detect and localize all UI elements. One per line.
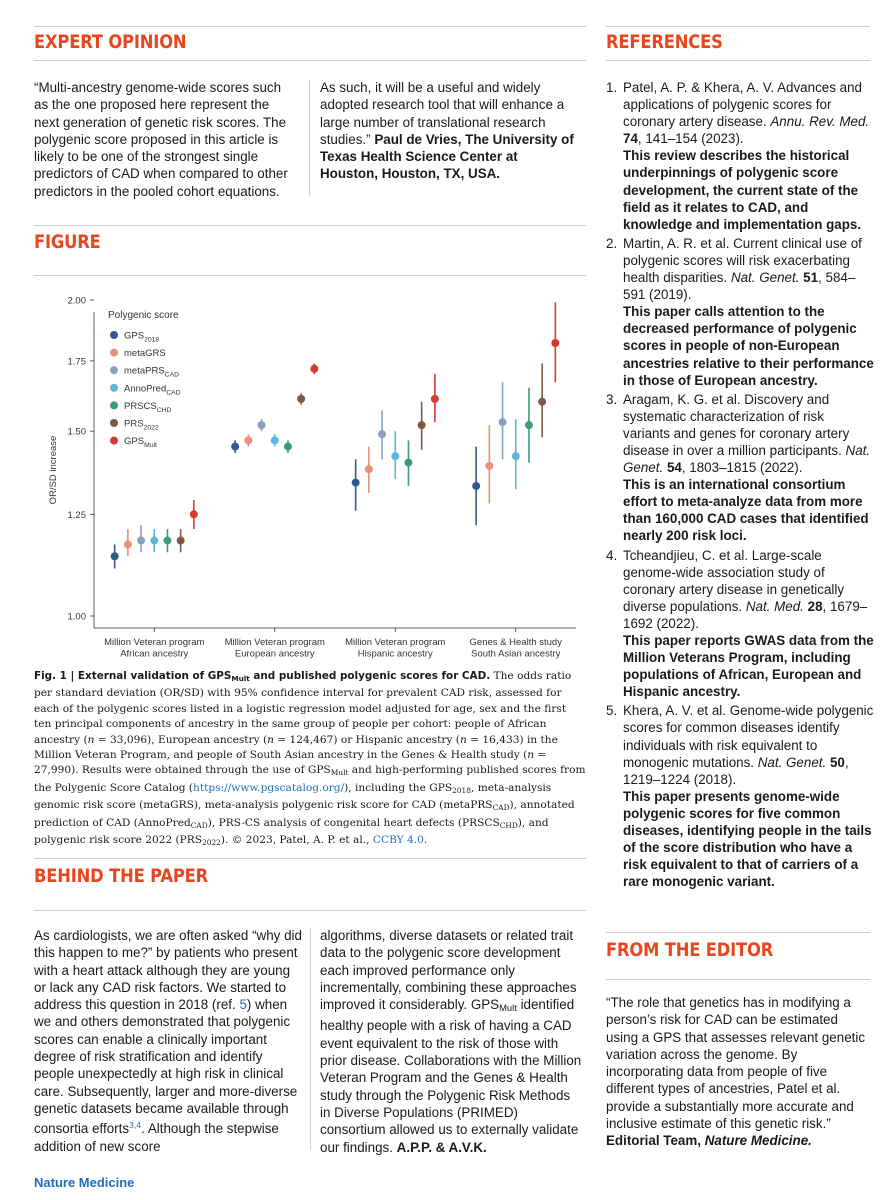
figure-rule (34, 275, 586, 276)
y-tick-label: 1.75 (67, 356, 86, 368)
top-rule (34, 26, 586, 27)
reference-item: 5. Khera, A. V. et al. Genome-wide polygenic scores for common diseases identify individuals with risk equivalent to monogenic mutations. Nat. Genet. 50, 1219–1224 (2018). This paper presents genome-wide polygenic scores for five common diseases, identifying people in the tails of the score distribution who have a risk equivalent to that of carriers of a rare monogenic variant. (606, 703, 874, 890)
x-tick-label: Hispanic ancestry (357, 648, 433, 660)
reference-item: 2. Martin, A. R. et al. Current clinical use of polygenic scores will risk exacerbating health disparities. Nat. Genet. 51, 584–591 (2019). This paper calls attention to the decreased performance of polygenic scores in people of non-European ancestries relative to their performance in those of European ancestry. (606, 235, 874, 388)
ref-3-4-link[interactable]: 3,4 (129, 1120, 142, 1131)
reference-number: 1. (606, 80, 618, 95)
legend-label: metaPRS$_{CAD}$ (124, 365, 180, 379)
data-point (418, 421, 426, 429)
legend-swatch (110, 349, 118, 357)
behind-top-rule (34, 858, 586, 859)
data-point (472, 482, 480, 490)
data-point (190, 510, 198, 518)
data-point (352, 479, 360, 487)
data-point (485, 462, 493, 470)
figure-caption: Fig. 1 | External validation of $GPS_{Mult}$ and published polygenic scores for CAD. The odds ratio per standard deviation (OR/SD) with 95% confidence interval for prevalent CAD risk, assessed for each of the polygenic scores listed in a logistic regression model adjusted for age, sex and the first ten principal components of ancestry in the same group of people per cohort: people of African ancestry (n = 33,096), European ancestry (n = 124,467) or Hispanic ancestry (n = 16,433) in the Million Veteran Program, and people of South Asian ancestry in the Genes & Health study (n = 27,990). Results were obtained through the use of $GPS_{Mult}$ and high-performing published scores from the Polygenic Score Catalog (https://www.pgscatalog.org/), including the $GPS_{2018}$, meta-analysis genomic risk score (metaGRS), meta-analysis polygenic risk score for CAD (metaPRS$_{CAD}$), annotated prediction of CAD (AnnoPred$_{CAD}$), PRS-CS analysis of congenital heart defects $(PRSCS_{CHD})$, and polygenic risk score 2022 $(PRS_{2022})$. © 2023, Patel, A. P. et al., CCBY 4.0. (34, 670, 586, 848)
expert-col-divider (309, 80, 310, 196)
data-point (163, 537, 171, 545)
editor-rule (606, 979, 870, 980)
data-point (365, 465, 373, 473)
data-point (431, 395, 439, 403)
legend-swatch (110, 366, 118, 374)
reference-item: 1. Patel, A. P. & Khera, A. V. Advances and applications of polygenic scores for coronary artery disease. Annu. Rev. Med. 74, 141–154 (2023). This review describes the historical underpinnings of polygenic score development, the current state of the field as it relates to CAD, and knowledge and implementation gaps. (606, 79, 874, 233)
references-list (606, 79, 874, 890)
reference-note: This paper calls attention to the decreased performance of polygenic scores in people of non-European ancestries relative to their performance in those of European ancestry. (623, 304, 874, 388)
ref-5-link[interactable]: 5 (239, 997, 247, 1013)
forest-plot-chart (34, 290, 586, 666)
data-point (525, 421, 533, 429)
behind-rule (34, 910, 586, 911)
y-tick-label: 1.25 (67, 509, 86, 521)
data-point (512, 452, 520, 460)
figure-top-rule (34, 225, 586, 226)
behind-the-paper-heading: BEHIND THE PAPER (34, 865, 209, 887)
reference-note: This paper reports GWAS data from the Million Veterans Program, including populations of African, European and Hispanic ancestry. (623, 633, 874, 700)
x-tick-label: Genes & Health study (469, 637, 562, 648)
behind-col2: algorithms, diverse datasets or related trait data to the polygenic score development each improved performance only incrementally, combining these approaches improved it considerably. $GPS_{Mult}$ identified healthy people with a risk of having a CAD event equivalent to the risk of those with prior disease. Collaborations with the Million Veteran Program and the Genes & Health study through the Polygenic Risk Methods in Diverse Populations (PRIMED) consortium allowed us to externally validate our findings. A.P.P. & A.V.K. (320, 928, 582, 1155)
legend-label: metaGRS (124, 348, 166, 360)
data-point (499, 418, 507, 426)
data-point (310, 365, 318, 373)
data-point (150, 537, 158, 545)
editor-top-rule (606, 932, 870, 933)
expert-attribution: Paul de Vries, The University of Texas Health Science Center at Houston, Houston, TX, USA. (320, 131, 574, 182)
data-point (404, 459, 412, 467)
behind-col-divider (310, 928, 311, 1150)
y-tick-label: 2.00 (67, 295, 86, 307)
legend-label: $GPS_{2018}$ (124, 330, 160, 344)
legend-label: AnnoPred$_{CAD}$ (124, 383, 181, 397)
data-point (111, 552, 119, 560)
y-tick-label: 1.50 (67, 426, 86, 438)
data-point (538, 398, 546, 406)
data-point (231, 443, 239, 451)
behind-col1: As cardiologists, we are often asked “why did this happen to me?” by patients who present with a heart attack although they are young or lack any CAD risk factors. We started to address this question in 2018 (ref. 5) when we and others demonstrated that polygenic scores can enable a clinically important degree of risk stratification and identify people unexpectedly at high risk in clinical care. Subsequently, larger and more-diverse genetic datasets became available through consortia efforts$^{3,4}$. Although the stepwise addition of new score (34, 928, 302, 1154)
reference-note: This is an international consortium effort to meta-analyze data from more than 160,000 CAD cases that identified nearly 200 risk loci. (623, 477, 869, 544)
legend-label: $PRS_{2022}$ (124, 418, 159, 432)
behind-signoff: A.P.P. & A.V.K. (396, 1139, 487, 1155)
catalog-link[interactable]: https://www.pgscatalog.org/ (193, 781, 345, 794)
data-point (551, 339, 559, 347)
data-point (124, 540, 132, 548)
data-point (244, 436, 252, 444)
references-top-rule (606, 26, 870, 27)
x-tick-label: Million Veteran program (345, 637, 446, 648)
reference-number: 5. (606, 703, 618, 719)
expert-opinion-heading: EXPERT OPINION (34, 31, 187, 53)
editor-attribution: Editorial Team, Nature Medicine. (606, 1133, 812, 1149)
reference-number: 2. (606, 235, 618, 251)
x-tick-label: Million Veteran program (104, 637, 205, 648)
references-heading: REFERENCES (606, 31, 723, 53)
footer-journal: Nature Medicine (34, 1175, 135, 1190)
from-the-editor-heading: FROM THE EDITOR (606, 939, 774, 961)
chart-marks (111, 302, 560, 568)
reference-note: This review describes the historical underpinnings of polygenic score development, the current state of the field as it relates to CAD, and knowledge and implementation gaps. (623, 148, 862, 232)
reference-number: 3. (606, 391, 618, 407)
data-point (391, 452, 399, 460)
references-rule (606, 60, 870, 61)
data-point (177, 537, 185, 545)
expert-quote-col2: As such, it will be a useful and widely adopted research tool that will enhance a large number of translational research studies.” Paul de Vries, The University of Texas Health Science Center at Houston, Houston, TX, USA. (320, 80, 574, 182)
data-point (258, 421, 266, 429)
data-point (284, 443, 292, 451)
reference-number: 4. (606, 547, 618, 563)
data-point (271, 436, 279, 444)
legend-label: $GPS_{Mult}$ (124, 436, 157, 450)
reference-note: This paper presents genome-wide polygenic scores for five common diseases, identifying people in the tails of the score distribution who have a risk equivalent to that of carriers of a rare monogenic variant. (623, 788, 872, 890)
x-tick-label: Million Veteran program (224, 637, 325, 648)
legend-swatch (110, 331, 118, 339)
legend-swatch (110, 384, 118, 392)
expert-opinion-rule (34, 60, 586, 61)
legend-swatch (110, 401, 118, 409)
y-tick-label: 1.00 (67, 611, 86, 623)
data-point (137, 537, 145, 545)
expert-quote-col1: “Multi-ancestry genome-wide scores such as the one proposed here represent the next generation of genetic risk scores. The polygenic score proposed in this article is likely to be one of the strongest single predictors of CAD when compared to other predictors in the pooled cohort equations. (34, 80, 288, 199)
editor-quote: “The role that genetics has in modifying a person’s risk for CAD can be estimated using a GPS that assesses relevant genetic variation across the genome. By incorporating data from people of five different types of ancestries, Patel et al. provide a substantially more accurate and inclusive estimate of this genetic risk.” Editorial Team, Nature Medicine. (606, 995, 866, 1149)
legend-title: Polygenic score (108, 310, 179, 321)
reference-item: 3. Aragam, K. G. et al. Discovery and systematic characterization of risk variants and genes for coronary artery disease in over a million participants. Nat. Genet. 54, 1803–1815 (2022). This is an international consortium effort to meta-analyze data from more than 160,000 CAD cases that identified nearly 200 risk loci. (606, 391, 874, 545)
y-axis-label: OR/SD increase (48, 435, 59, 505)
figure-heading: FIGURE (34, 231, 101, 253)
data-point (378, 430, 386, 438)
chart-legend (108, 310, 181, 449)
reference-item: 4. Tcheandjieu, C. et al. Large-scale genome-wide association study of coronary artery disease in genetically diverse populations. Nat. Med. 28, 1679–1692 (2022). This paper reports GWAS data from the Million Veterans Program, including populations of African, European and Hispanic ancestry. (606, 547, 874, 700)
data-point (297, 395, 305, 403)
x-tick-label: South Asian ancestry (471, 648, 561, 660)
legend-swatch (110, 437, 118, 445)
x-tick-label: African ancestry (120, 648, 189, 660)
x-tick-label: European ancestry (234, 648, 315, 660)
legend-label: $PRSCS_{CHD}$ (124, 400, 172, 414)
legend-swatch (110, 419, 118, 427)
license-link[interactable]: CCBY 4.0 (372, 834, 424, 847)
